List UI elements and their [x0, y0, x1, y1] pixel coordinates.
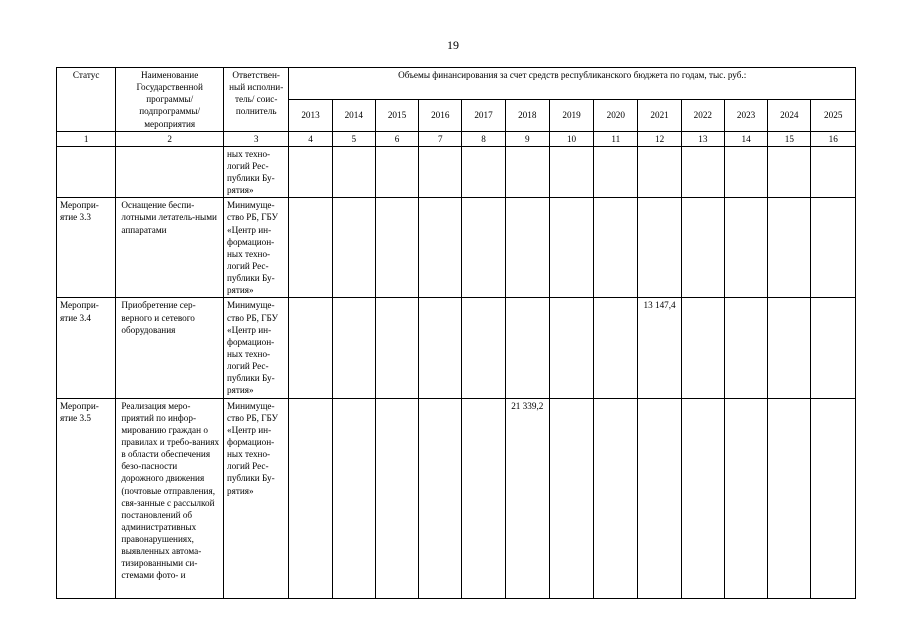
table-row	[57, 146, 856, 198]
funding-value-cell	[549, 198, 593, 298]
funding-value-cell	[332, 198, 375, 298]
header-responsible: Ответствен-ный исполни-тель/ соис-полнитель	[224, 68, 289, 132]
funding-value-cell	[375, 146, 418, 198]
column-number: 10	[549, 131, 593, 146]
funding-value-cell	[811, 298, 856, 398]
year-header: 2021	[638, 99, 681, 131]
funding-value-cell	[505, 146, 549, 198]
column-number-row	[57, 131, 856, 146]
year-header: 2022	[681, 99, 724, 131]
year-header: 2017	[462, 99, 505, 131]
funding-value-cell	[681, 298, 724, 398]
header-row	[57, 68, 856, 100]
funding-value-cell	[375, 298, 418, 398]
funding-value-cell	[549, 298, 593, 398]
funding-value-cell	[594, 398, 638, 598]
year-header: 2023	[724, 99, 767, 131]
funding-value-cell	[638, 398, 681, 598]
funding-value-cell	[332, 146, 375, 198]
column-number: 2	[116, 131, 224, 146]
funding-value-cell	[462, 398, 505, 598]
funding-value-cell	[289, 398, 332, 598]
funding-value-cell	[768, 298, 811, 398]
column-number: 1	[57, 131, 116, 146]
funding-value-cell	[681, 398, 724, 598]
funding-value-cell	[419, 398, 462, 598]
header-status: Статус	[57, 68, 116, 132]
year-header: 2016	[419, 99, 462, 131]
funding-value-cell	[724, 198, 767, 298]
funding-value-cell	[375, 398, 418, 598]
funding-value-cell	[332, 298, 375, 398]
column-number: 8	[462, 131, 505, 146]
funding-value-cell	[419, 198, 462, 298]
funding-value-cell	[505, 298, 549, 398]
funding-value-cell	[638, 198, 681, 298]
name-cell: Приобретение сер-верного и сетевого оборудования	[116, 298, 224, 398]
column-number: 4	[289, 131, 332, 146]
funding-value-cell	[811, 398, 856, 598]
column-number: 11	[594, 131, 638, 146]
funding-value-cell	[289, 298, 332, 398]
column-number: 13	[681, 131, 724, 146]
column-number: 12	[638, 131, 681, 146]
funding-value-cell	[289, 146, 332, 198]
funding-value-cell	[419, 298, 462, 398]
funding-value-cell	[724, 298, 767, 398]
year-header: 2025	[811, 99, 856, 131]
funding-value-cell	[549, 146, 593, 198]
funding-value-cell	[462, 146, 505, 198]
funding-value-cell	[332, 398, 375, 598]
funding-value-cell	[768, 146, 811, 198]
funding-value-cell	[375, 198, 418, 298]
funding-value-cell	[638, 146, 681, 198]
status-cell: Меропри-ятие 3.5	[57, 398, 116, 598]
funding-value-cell	[462, 198, 505, 298]
responsible-cell: Минимуще-ство РБ, ГБУ «Центр ин-формацион-ных техно-логий Рес-публики Бу-рятия»	[224, 298, 289, 398]
table-row	[57, 298, 856, 398]
financing-table	[56, 67, 856, 599]
funding-value-cell	[289, 198, 332, 298]
table-row	[57, 198, 856, 298]
year-header: 2019	[549, 99, 593, 131]
funding-value-cell	[811, 198, 856, 298]
header-name: Наименование Государственной программы/ подпрограммы/ мероприятия	[116, 68, 224, 132]
funding-value-cell	[724, 146, 767, 198]
funding-value-cell	[768, 198, 811, 298]
funding-value-cell	[811, 146, 856, 198]
page-number: 19	[447, 38, 459, 52]
responsible-cell: Минимуще-ство РБ, ГБУ «Центр ин-формацион-ных техно-логий Рес-публики Бу-рятия»	[224, 398, 289, 598]
header-funding: Объемы финансирования за счет средств республиканского бюджета по годам, тыс. руб.:	[289, 68, 856, 100]
column-number: 15	[768, 131, 811, 146]
column-number: 3	[224, 131, 289, 146]
name-cell	[116, 146, 224, 198]
name-cell: Реализация меро-приятий по инфор-мированию граждан о правилах и требо-ваниях в области обеспечения безо-пасности дорожного движения (почтовые отправления, свя-занные с рассылкой постановлений об административных правонарушениях, выявленных автома-тизированными си-стемами фото- и	[116, 398, 224, 598]
name-cell: Оснащение беспи-лотными летатель-ными аппаратами	[116, 198, 224, 298]
funding-value-cell	[549, 398, 593, 598]
column-number: 16	[811, 131, 856, 146]
funding-value-cell: 21 339,2	[505, 398, 549, 598]
funding-value-cell	[505, 198, 549, 298]
column-number: 7	[419, 131, 462, 146]
status-cell: Меропри-ятие 3.4	[57, 298, 116, 398]
status-cell: Меропри-ятие 3.3	[57, 198, 116, 298]
year-header: 2024	[768, 99, 811, 131]
responsible-cell: ных техно-логий Рес-публики Бу-рятия»	[224, 146, 289, 198]
table-row	[57, 398, 856, 598]
column-number: 5	[332, 131, 375, 146]
year-header: 2013	[289, 99, 332, 131]
funding-value-cell	[681, 146, 724, 198]
funding-value-cell	[724, 398, 767, 598]
table-body	[57, 146, 856, 598]
funding-value-cell: 13 147,4	[638, 298, 681, 398]
funding-value-cell	[594, 146, 638, 198]
funding-value-cell	[594, 298, 638, 398]
funding-value-cell	[462, 298, 505, 398]
year-header: 2018	[505, 99, 549, 131]
funding-value-cell	[768, 398, 811, 598]
column-number: 14	[724, 131, 767, 146]
year-header: 2014	[332, 99, 375, 131]
status-cell	[57, 146, 116, 198]
column-number: 6	[375, 131, 418, 146]
responsible-cell: Минимуще-ство РБ, ГБУ «Центр ин-формацион-ных техно-логий Рес-публики Бу-рятия»	[224, 198, 289, 298]
year-header: 2020	[594, 99, 638, 131]
funding-value-cell	[594, 198, 638, 298]
year-header: 2015	[375, 99, 418, 131]
funding-value-cell	[681, 198, 724, 298]
funding-value-cell	[419, 146, 462, 198]
column-number: 9	[505, 131, 549, 146]
